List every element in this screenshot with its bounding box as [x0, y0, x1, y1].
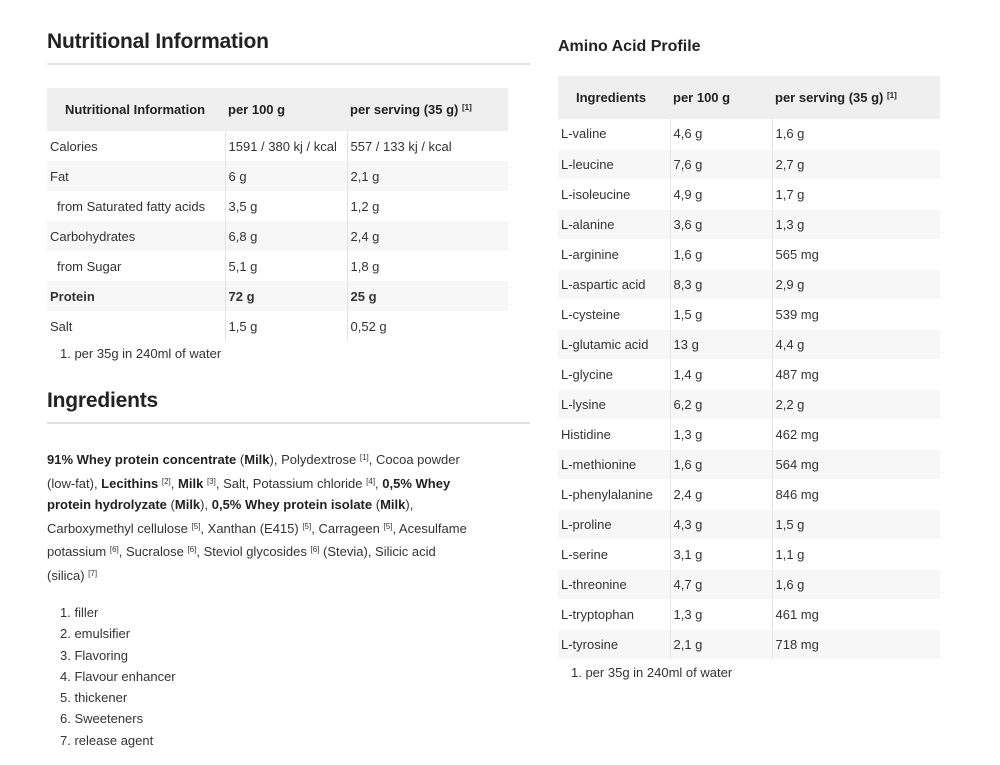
nutrition-heading-divider [47, 63, 530, 65]
table-row [558, 239, 940, 269]
nutrition-heading: Nutritional Information [47, 30, 269, 53]
nutrition-header-footnote-ref: [1] [462, 103, 472, 112]
table-row [558, 449, 940, 479]
nutrient-per100: 6,8 g [225, 221, 347, 251]
footnote-ref: [4] [366, 476, 376, 486]
nutrient-serving: 557 / 133 kj / kcal [350, 138, 452, 154]
table-row [47, 191, 508, 221]
nutrient-per100: 5,1 g [225, 251, 347, 281]
nutrient-per100: 6 g [225, 161, 347, 191]
amino-name: L-cysteine [558, 299, 670, 329]
amino-serving: 1,3 g [772, 209, 940, 239]
amino-serving: 1,6 g [772, 119, 940, 149]
amino-name: L-isoleucine [558, 179, 670, 209]
ingredient-emphasis: Milk [178, 475, 204, 491]
amino-serving: 462 mg [772, 419, 940, 449]
ingredient-emphasis: 91% Whey protein concentrate [47, 452, 237, 467]
footnote-ref: [2] [161, 476, 171, 486]
list-item: 7. release agent [60, 732, 154, 748]
list-item: 4. Flavour enhancer [60, 668, 176, 684]
table-row [558, 509, 940, 539]
footnote-ref: [5] [302, 521, 312, 531]
amino-per100: 7,6 g [670, 149, 772, 179]
list-item: 3. Flavoring [60, 647, 128, 663]
ingredient-text: , Sucralose [118, 544, 188, 559]
amino-per100: 4,6 g [670, 119, 772, 149]
amino-per100: 13 g [670, 329, 772, 359]
nutrient-per100: 1591 / 380 kj / kcal [225, 131, 347, 161]
table-row [558, 389, 940, 419]
amino-header-per100: per 100 g [670, 76, 772, 119]
table-row [558, 629, 940, 659]
amino-per100: 1,5 g [670, 299, 772, 329]
left-column [47, 30, 530, 751]
amino-name: L-threonine [558, 569, 670, 599]
table-row [558, 419, 940, 449]
ingredient-emphasis: 0,5% Whey protein isolate [211, 497, 373, 512]
nutrient-serving: 2,1 g [347, 161, 508, 191]
amino-serving: 461 mg [772, 599, 940, 629]
list-item: 2. emulsifier [60, 626, 131, 642]
nutrient-per100: 72 g [225, 281, 347, 311]
ingredient-text: ), Polydextrose [269, 452, 360, 467]
ingredient-text: , Cocoa powder (low-fat), [47, 452, 460, 491]
table-row [558, 479, 940, 509]
amino-serving: 718 mg [772, 629, 940, 659]
amino-serving: 2,7 g [772, 149, 940, 179]
nutrient-name: from Saturated fatty acids [47, 191, 225, 221]
amino-serving: 2,2 g [772, 389, 940, 419]
ingredient-emphasis: Milk [380, 497, 406, 512]
nutrient-name: Salt [47, 311, 225, 341]
nutrient-serving: 1,8 g [350, 258, 380, 274]
amino-serving: 1,7 g [772, 179, 940, 209]
amino-serving: 564 mg [772, 449, 940, 479]
ingredient-text: , Steviol glycosides [196, 544, 311, 559]
ingredient-text: ), Carboxymethyl cellulose [47, 497, 414, 536]
amino-per100: 1,3 g [670, 599, 772, 629]
amino-name: L-proline [558, 509, 670, 539]
amino-per100: 1,3 g [670, 419, 772, 449]
amino-per100: 2,1 g [670, 629, 772, 659]
table-row [47, 221, 508, 251]
ingredient-text: ( [166, 497, 175, 512]
nutrition-header-serving [347, 88, 508, 131]
amino-serving: 1,1 g [772, 539, 940, 569]
amino-name: Histidine [558, 419, 670, 449]
nutrient-name: Carbohydrates [47, 221, 225, 251]
amino-header-footnote-ref: [1] [887, 91, 897, 100]
amino-table-body [558, 119, 940, 659]
nutrition-header-row [47, 88, 508, 131]
amino-header-ingredient: Ingredients [558, 76, 670, 119]
amino-name: L-phenylalanine [558, 479, 670, 509]
nutrient-per100: 1,5 g [225, 311, 347, 341]
footnote-ref: [5] [383, 521, 393, 531]
amino-name: L-leucine [558, 149, 670, 179]
ingredient-text: , Xanthan (E415) [200, 520, 303, 536]
amino-name: L-arginine [558, 239, 670, 269]
ingredient-text: ( [236, 452, 245, 467]
ingredient-emphasis: 0,5% Whey protein hydrolyzate [47, 475, 451, 512]
ingredient-text: (Stevia), Silicic acid (silica) [47, 544, 436, 583]
amino-name: L-alanine [558, 209, 670, 239]
table-row [558, 329, 940, 359]
nutrition-header-serving-label: per serving (35 g) [350, 102, 459, 117]
ingredient-text: , [375, 475, 383, 491]
amino-per100: 1,6 g [670, 239, 772, 269]
table-row [558, 269, 940, 299]
ingredient-text: , Salt, Potassium chloride [215, 475, 367, 491]
nutrient-per100: 3,5 g [225, 191, 347, 221]
amino-serving: 2,9 g [772, 269, 940, 299]
amino-name: L-tryptophan [558, 599, 670, 629]
table-row [47, 281, 508, 311]
ingredient-text: ( [372, 497, 381, 512]
right-column [558, 38, 940, 680]
amino-per100: 4,7 g [670, 569, 772, 599]
amino-per100: 2,4 g [670, 479, 772, 509]
footnote-ref: [6] [109, 545, 119, 554]
table-row [558, 149, 940, 179]
nutrient-name: Protein [47, 281, 225, 311]
footnote-ref: [6] [310, 545, 320, 554]
amino-header-row [558, 76, 940, 119]
amino-name: L-methionine [558, 449, 670, 479]
ingredient-text: ), [200, 497, 212, 512]
amino-per100: 6,2 g [670, 389, 772, 419]
amino-per100: 1,6 g [670, 449, 772, 479]
nutrient-name: Fat [47, 161, 225, 191]
table-row [47, 161, 508, 191]
ingredient-emphasis: Milk [244, 452, 270, 467]
footnote-ref: [3] [206, 476, 216, 486]
amino-header-serving [772, 76, 940, 119]
nutrient-serving: 2,4 g [347, 221, 508, 251]
ingredients-heading-divider [47, 422, 530, 424]
table-row [558, 599, 940, 629]
ingredients-footnotes [60, 602, 530, 751]
amino-per100: 3,1 g [670, 539, 772, 569]
nutrient-name: from Sugar [47, 251, 225, 281]
amino-name: L-lysine [558, 389, 670, 419]
amino-heading: Amino Acid Profile [558, 38, 701, 55]
amino-serving: 539 mg [772, 299, 940, 329]
table-row [47, 131, 508, 161]
list-item: 1. filler [60, 605, 99, 620]
amino-serving: 565 mg [772, 239, 940, 269]
amino-header-serving-label: per serving (35 g) [775, 90, 884, 105]
ingredient-text: , [170, 475, 179, 491]
table-row [558, 359, 940, 389]
amino-per100: 4,3 g [670, 509, 772, 539]
table-row [558, 539, 940, 569]
amino-serving: 487 mg [772, 359, 940, 389]
list-item: 6. Sweeteners [60, 711, 144, 727]
footnote-ref: [5] [191, 521, 201, 531]
amino-footnote: 1. per 35g in 240ml of water [571, 664, 733, 680]
ingredient-text: , Acesulfame potassium [47, 520, 467, 559]
nutrient-serving: 25 g [347, 281, 508, 311]
amino-serving: 1,6 g [772, 569, 940, 599]
nutrition-table [47, 88, 508, 341]
ingredient-emphasis: Lecithins [101, 475, 159, 491]
amino-per100: 8,3 g [670, 269, 772, 299]
amino-name: L-aspartic acid [558, 269, 670, 299]
amino-serving: 1,5 g [772, 509, 940, 539]
list-item: 5. thickener [60, 690, 128, 706]
nutrient-serving: 0,52 g [350, 318, 387, 334]
amino-name: L-valine [558, 119, 670, 149]
table-row [47, 251, 508, 281]
ingredient-emphasis: Milk [174, 497, 201, 512]
footnote-ref: [1] [359, 453, 369, 462]
table-row [558, 119, 940, 149]
nutrient-serving: 1,2 g [350, 198, 380, 214]
amino-serving: 846 mg [772, 479, 940, 509]
footnote-ref: [7] [88, 568, 98, 578]
footnote-ref: [6] [187, 545, 197, 554]
amino-name: L-serine [558, 539, 670, 569]
table-row [558, 179, 940, 209]
amino-per100: 4,9 g [670, 179, 772, 209]
table-row [558, 299, 940, 329]
nutrition-header-label: Nutritional Information [47, 88, 225, 131]
amino-serving: 4,4 g [772, 329, 940, 359]
table-row [558, 569, 940, 599]
ingredients-text [47, 447, 467, 586]
ingredients-heading: Ingredients [47, 389, 158, 412]
amino-per100: 1,4 g [670, 359, 772, 389]
amino-per100: 3,6 g [670, 209, 772, 239]
amino-name: L-glycine [558, 359, 670, 389]
amino-name: L-tyrosine [558, 629, 670, 659]
nutrition-table-body [47, 131, 508, 341]
nutrition-footnote: 1. per 35g in 240ml of water [60, 346, 222, 361]
table-row [558, 209, 940, 239]
amino-name: L-glutamic acid [558, 329, 670, 359]
table-row [47, 311, 508, 341]
nutrition-header-per100: per 100 g [225, 88, 347, 131]
ingredient-text: , Carrageen [311, 520, 384, 536]
nutrient-name: Calories [47, 131, 225, 161]
amino-table [558, 76, 940, 660]
